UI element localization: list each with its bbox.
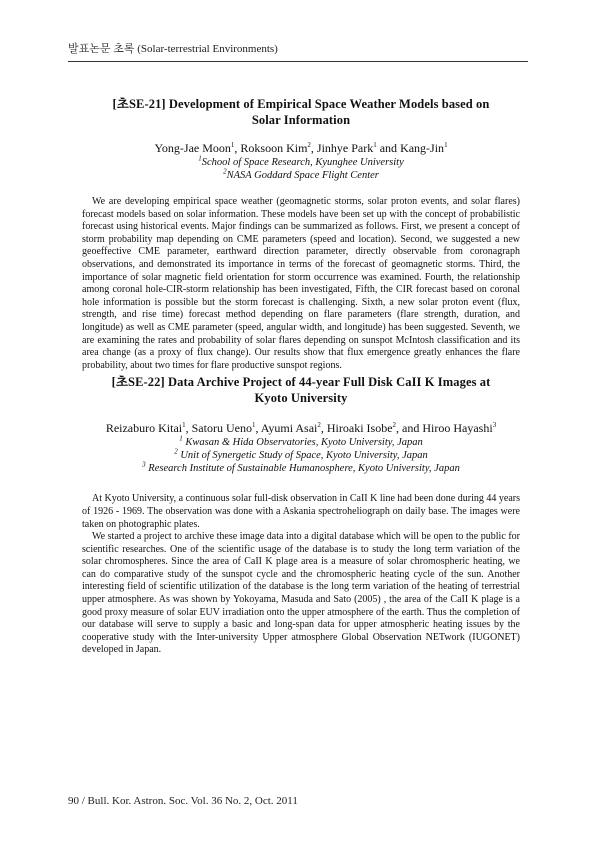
paper2-affiliation: $^1$ Kwasan & Hida Observatories, Kyoto University, Japan <box>179 434 423 449</box>
article-body <box>82 96 520 657</box>
paper2-authors <box>82 420 520 436</box>
paper1-abstract: We are developing empirical space weather (geomagnetic storms, solar proton events, and solar flares) forecast models based on solar information. These models have been set up with the concept of probabilistic forecast using historical events. Major findings can be summarized as follows. First, we present a concept of storm probability map depending on CME parameters (speed and location). Second, we suggested a new geoeffective CME parameter, earthward direction parameter, directly observable from coronagraph observations, and demonstrated its importance in terms of the forecast of geomagnetic storms. Third, the importance of solar magnetic field orientation for storm occurrence was examined. Fourth, the relationship among coronal hole-CIR-storm relationship has been investigated, Fifth, the CIR forecast based on coronal hole information is possible but the storm forecast is challenging. Sixth, a new solar proton event (flux, strength, and rise time) forecast method depending on flare parameters (flare strength, duration, and longitude) as well as CME parameter (speed, angular width, and longitude) has been suggested. Seventh, we are examining the rates and probability of solar flares depending on sunspot McIntosh classification and its area change (as a proxy of flux change). Our results show that flux emergence greatly enhances the flare probability, about two times for flare productive sunspot regions. <box>82 196 520 371</box>
paper2-paragraph-1: At Kyoto University, a continuous solar full-disk observation in CaII K line had been done during 44 years of 1926 - 1969. The observation was done with a Askania spectroheliograph on daily base. The images were taken on photographic plates. <box>82 493 520 530</box>
paper2-affiliation: $^2$ Unit of Synergetic Study of Space, Kyoto University, Japan <box>174 447 428 462</box>
paper2-affiliation: $^3$ Research Institute of Sustainable Humanosphere, Kyoto University, Japan <box>142 460 460 475</box>
author: Roksoon Kim$^2$, <box>240 141 317 155</box>
author: Reizaburo Kitai$^1$, <box>105 421 192 436</box>
author: Satoru Ueno$^1$, <box>191 421 261 436</box>
paper1-title-line1: [초SE-21] Development of Empirical Space Weather Models based on <box>112 97 490 111</box>
page-footer: 90 / Bull. Kor. Astron. Soc. Vol. 36 No. 2, Oct. 2011 <box>68 795 298 807</box>
author: Hiroaki Isobe$^2$, and <box>326 421 423 436</box>
paper2-title-line1: [초SE-22] Data Archive Project of 44-year Full Disk CaII K Images at <box>111 375 491 390</box>
author: Jinhye Park$^1$ and <box>316 141 401 155</box>
paper2-paragraph-2: We started a project to archive these image data into a digital database which will be open to the public for scientific researches. One of the scientific usage of the database is to study the long term variation of the solar chromospheres. Since the area of CaII K plage area is a measure of solar chromospheric heating, we can do comparative study of the sunspot cycle and the chromospheric heating cycle of the sun. Another interesting field of scientific utilization of the database is the long term variation of the heating of terrestrial upper atmosphere. As was shown by Yokoyama, Masuda and Sato (2005) , the area of the CaII K plage is a good proxy measure of solar EUV irradiation onto the upper atmosphere of the earth. Thus the completion of our database will serve to supply a basic and long-span data for upper atmospheric heating issues by the cooperative study with the Inter-university Upper atmosphere Global Observation NETwork (IUGONET) developed in Japan. <box>82 531 520 656</box>
paper1-authors <box>82 140 520 156</box>
author: Yong-Jae Moon$^1$, <box>154 141 241 155</box>
paper1-title <box>82 96 520 128</box>
running-header: 발표논문 초록 (Solar-terrestrial Environments) <box>68 40 528 62</box>
paper2-title <box>82 374 520 406</box>
paper2-title-line2: Kyoto University <box>254 391 348 406</box>
paper1-title-line2: Solar Information <box>251 113 351 127</box>
author: Hiroo Hayashi$^3$ <box>422 421 497 436</box>
author: Ayumi Asai$^2$, <box>260 421 327 436</box>
author: Kang-Jin$^1$ <box>400 141 448 155</box>
paper1-affiliation: $^2$NASA Goddard Space Flight Center <box>223 167 379 181</box>
paper1-affiliation: $^1$School of Space Research, Kyunghee University <box>198 154 404 168</box>
